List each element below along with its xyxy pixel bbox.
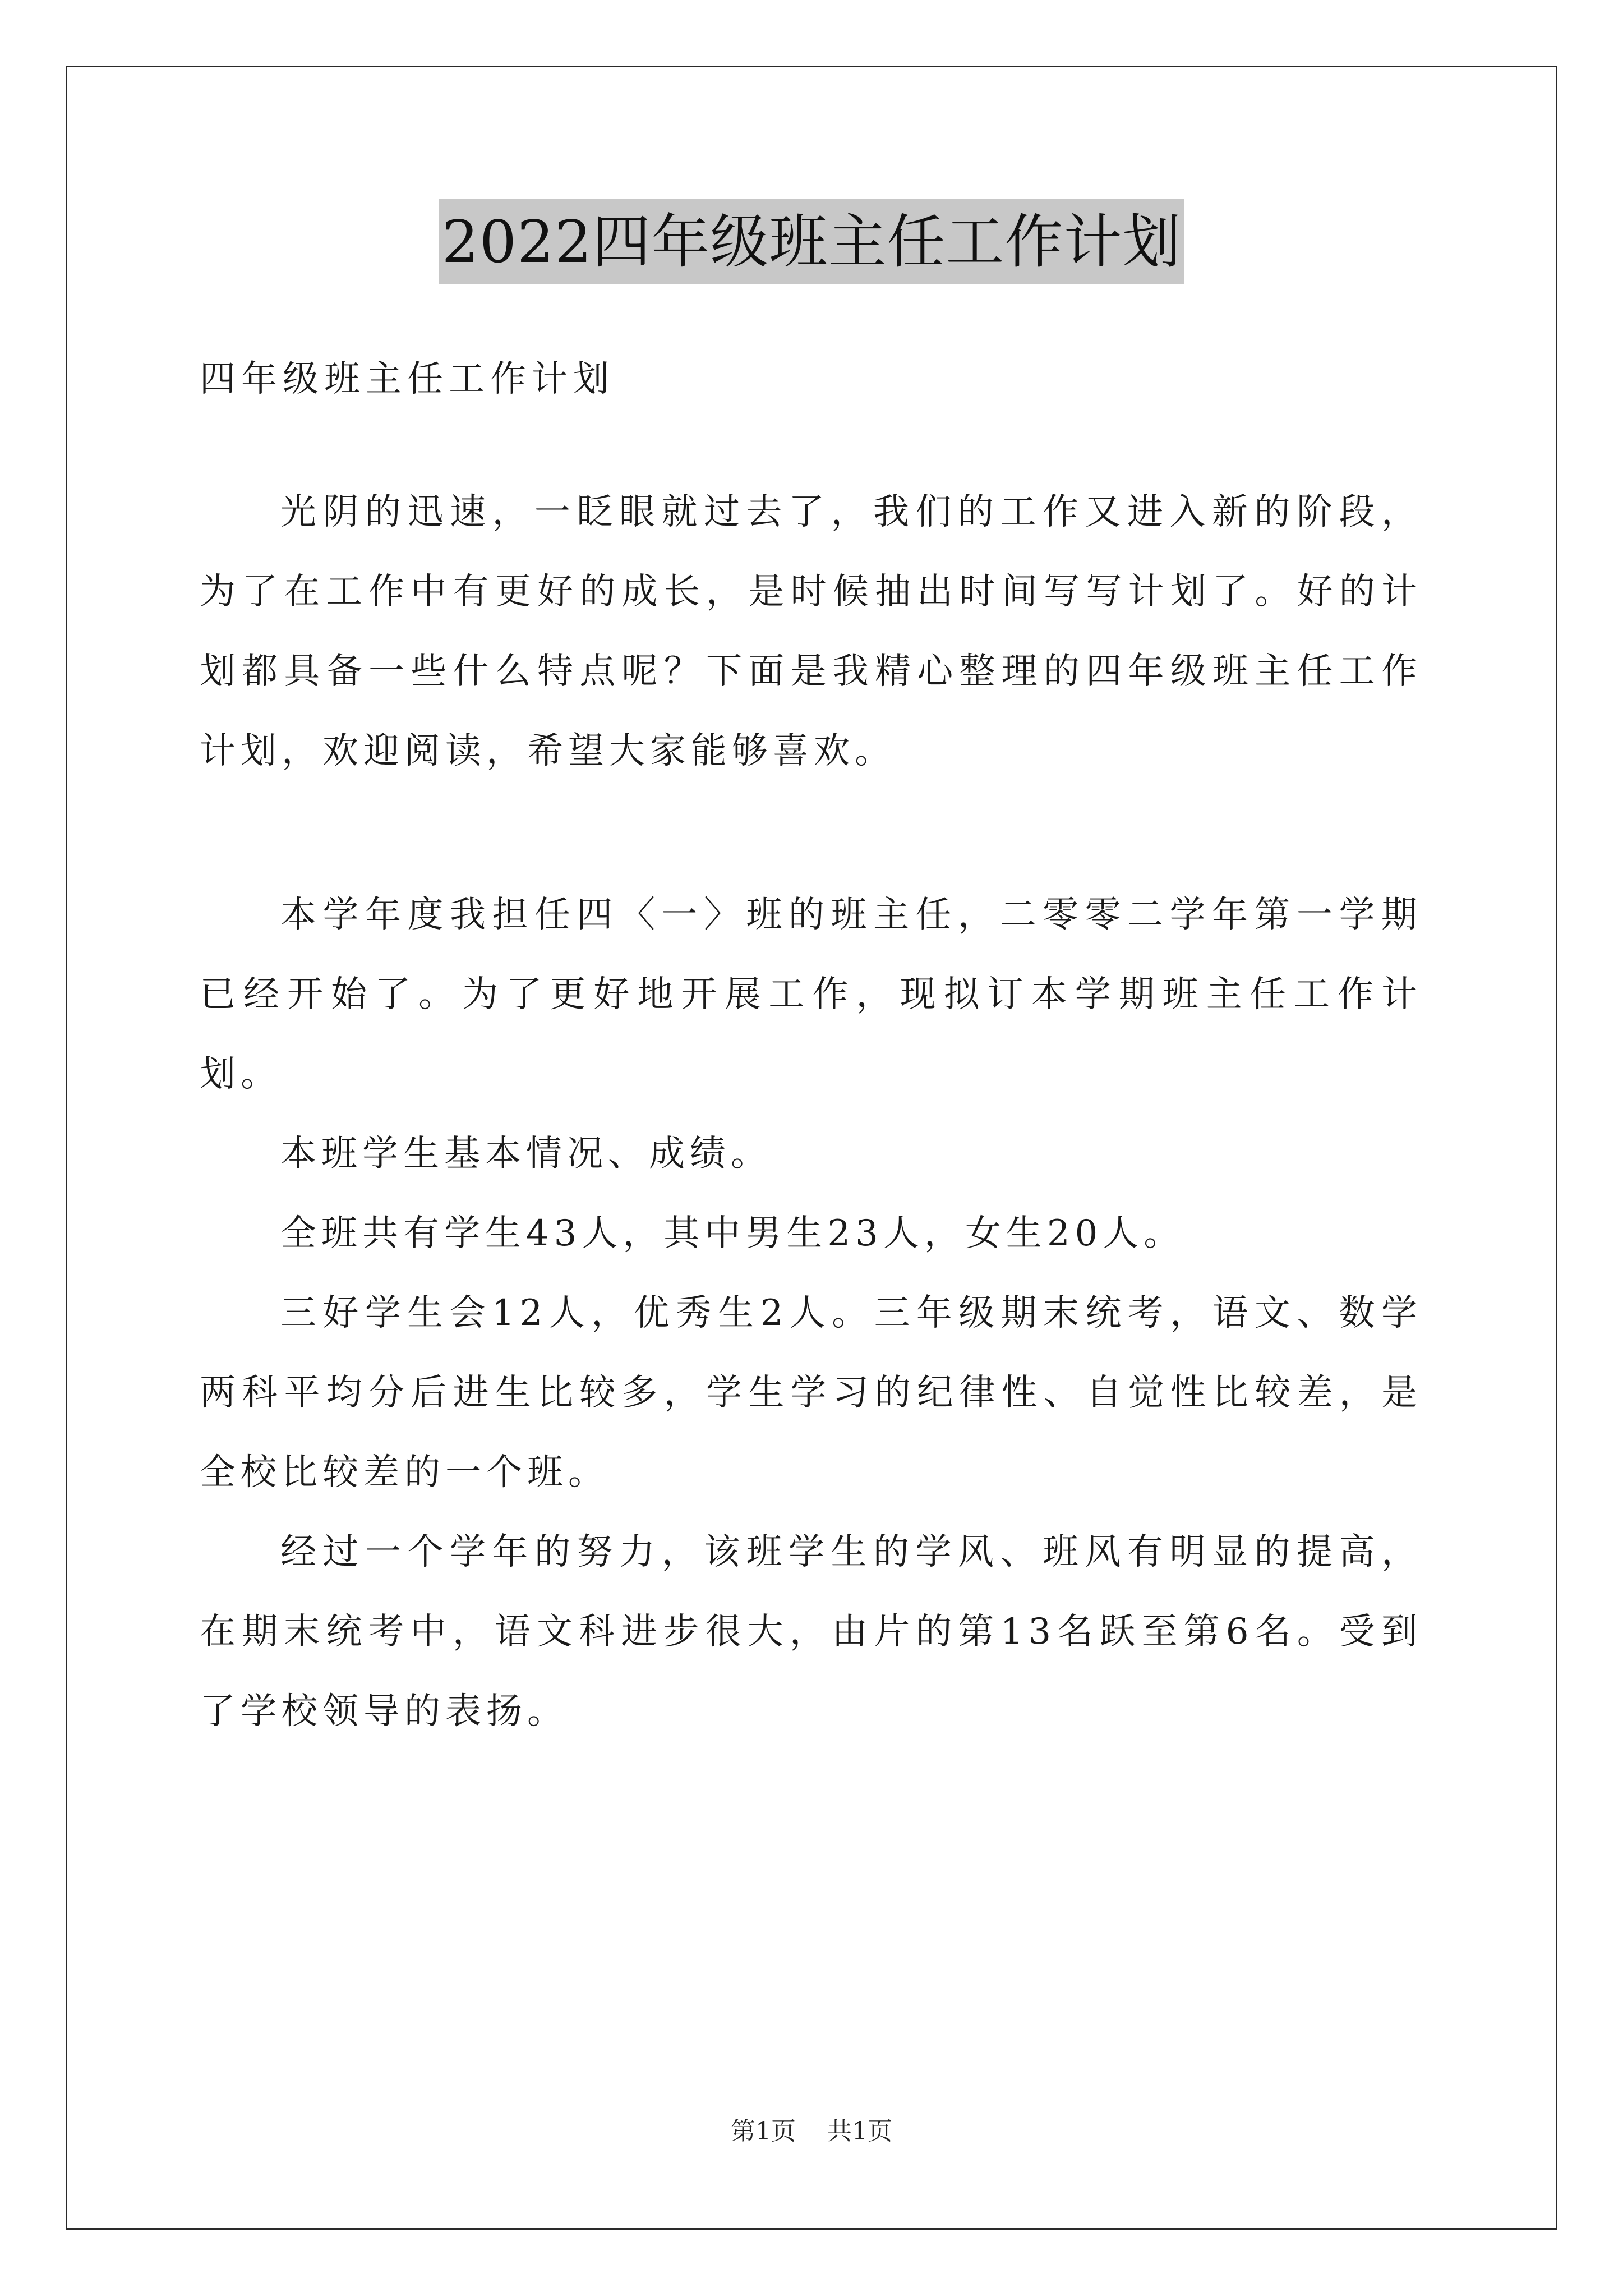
paragraph-student-count: 全班共有学生43人，其中男生23人，女生20人。 xyxy=(280,1213,1185,1254)
document-title: 2022四年级班主任工作计划 xyxy=(439,199,1185,284)
paragraph-student-performance: 三好学生会12人，优秀生2人。三年级期末统考，语文、数学两科平均分后进生比较多，学生学习的纪律性、自觉性比较差，是全校比较差的一个班。 xyxy=(200,1292,1422,1493)
paragraph-basic-info-heading: 本班学生基本情况、成绩。 xyxy=(280,1133,772,1175)
paragraph-progress: 经过一个学年的努力，该班学生的学风、班风有明显的提高，在期末统考中，语文科进步很大，由片的第13名跃至第6名。受到了学校领导的表扬。 xyxy=(200,1531,1422,1732)
paragraph-spacer xyxy=(200,791,1422,875)
paragraph-intro: 光阴的迅速，一眨眼就过去了，我们的工作又进入新的阶段，为了在工作中有更好的成长，是时候抽出时间写写计划了。好的计划都具备一些什么特点呢？下面是我精心整理的四年级班主任工作计划，欢迎阅读，希望大家能够喜欢。 xyxy=(200,491,1422,772)
document-body xyxy=(200,348,1422,1751)
paragraph-class-assignment: 本学年度我担任四〈一〉班的班主任，二零零二学年第一学期已经开始了。为了更好地开展工作，现拟订本学期班主任工作计划。 xyxy=(200,894,1422,1095)
page-number-current: 第1页 xyxy=(731,2117,796,2146)
page-number-total: 共1页 xyxy=(827,2117,892,2146)
title-container xyxy=(0,199,1623,284)
document-subheading: 四年级班主任工作计划 xyxy=(200,358,615,400)
page-footer xyxy=(0,2115,1623,2148)
